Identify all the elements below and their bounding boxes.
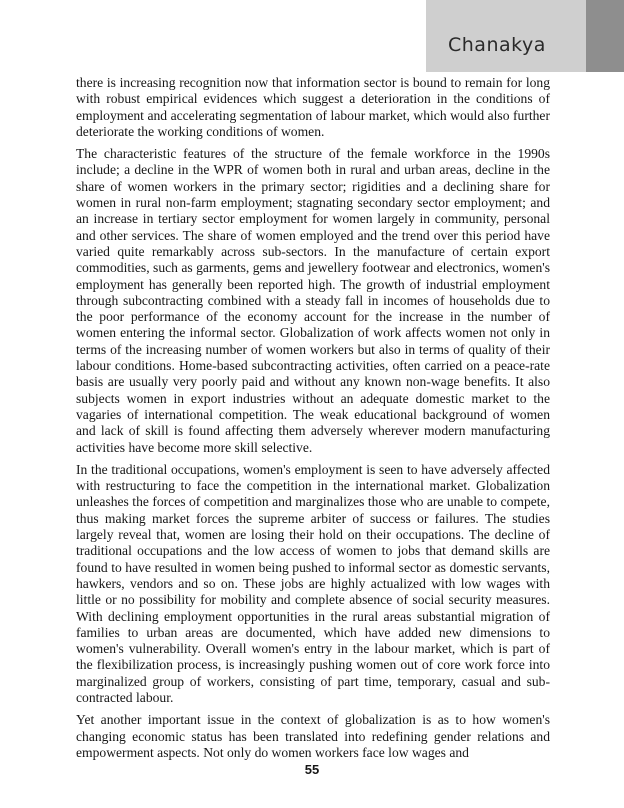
paragraph-4: Yet another important issue in the context of globalization is as to how women's changing economic status has been translated into redefining gender relations and empowerment aspects. Not only do women workers face low wages and: [76, 712, 550, 760]
paragraph-1: there is increasing recognition now that information sector is bound to remain for long with robust empirical evidences which suggest a deterioration in the conditions of employment and accelerating segmentation of labour market, which would also further deteriorate the working conditions of women.: [76, 75, 550, 139]
body-text: [76, 75, 550, 767]
brand-logo-text: Chanakya: [448, 34, 546, 56]
paragraph-3: In the traditional occupations, women's employment is seen to have adversely affected with restructuring to face the competition in the international market. Globalization unleashes the forces of competition and marginalizes those who are unable to compete, thus making market forces the supreme arbiter of success or failures. The studies largely reveal that, women are losing their hold on their occupations. The decline of traditional occupations and the low access of women to jobs that demand skills are found to have resulted in women being pushed to informal sector as domestic servants, hawkers, vendors and so on. These jobs are highly actualized with low wages with little or no possibility for mobility and complete absence of social security measures. With declining employment opportunities in the rural areas substantial migration of families to urban areas are documented, which have added new dimensions to women's vulnerability. Overall women's entry in the labour market, which is part of the flexibilization process, is increasingly pushing women out of core work force into marginalized group of workers, consisting of part time, temporary, casual and sub-contracted labour.: [76, 461, 550, 705]
page-number: 55: [304, 762, 320, 777]
paragraph-2: The characteristic features of the structure of the female workforce in the 1990s include; a decline in the WPR of women both in rural and urban areas, decline in the share of women workers in the primary sector; rigidities and a declining share for women in rural non-farm employment; stagnating secondary sector employment; and an increase in tertiary sector employment for women largely in community, personal and other services. The share of women employed and the trend over this period have varied quite remarkably across sub-sectors. In the manufacture of certain export commodities, such as garments, gems and jewellery footwear and electronics, women's employment has generally been reported high. The growth of industrial employment through subcontracting combined with a steady fall in incomes of households due to the poor performance of the economy account for the increase in the number of women entering the informal sector. Globalization of work affects women not only in terms of the increasing number of women workers but also in terms of quality of their labour conditions. Home-based subcontracting activities, often carried on a peace-rate basis are usually very poorly paid and without any known non-wage benefits. It also subjects women in export industries without an adequate domestic market to the vagaries of international competition. The weak educational background of women and lack of skill is found affecting them adversely wherever modern manufacturing activities have become more skill selective.: [76, 146, 550, 455]
header-tab-accent: [586, 0, 624, 72]
